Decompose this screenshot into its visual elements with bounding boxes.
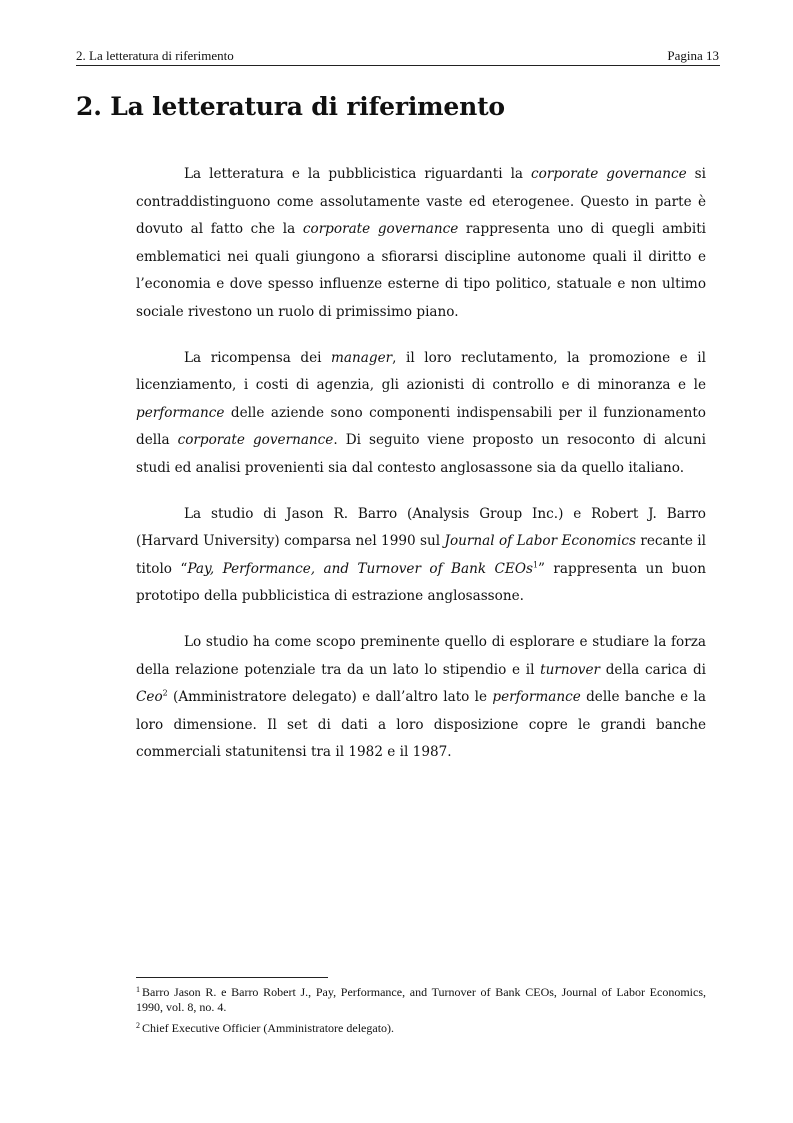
footnote-text: Chief Executive Officier (Amministratore delegato).: [142, 1021, 395, 1035]
running-header: [76, 47, 720, 66]
paragraph-4: Lo studio ha come scopo preminente quello di esplorare e studiare la forza della relazione potenziale tra da un lato lo stipendio e il turnover della carica di Ceo$^2$ (Amministratore delegato) e dall’altro lato le performance delle banche e la loro dimensione. Il set di dati a loro disposizione copre le grandi banche commerciali statunitensi tra il 1982 e il 1987.: [136, 633, 706, 761]
footnote-number: 2: [136, 1021, 140, 1030]
footnote-text: Barro Jason R. e Barro Robert J., Pay, Performance, and Turnover of Bank CEOs, Journal of Labor Economics, 1990, vol. 8, no. 4.: [136, 985, 706, 1014]
body-text: [136, 161, 706, 785]
footnote-divider: [136, 977, 328, 978]
header-section-title: 2. La letteratura di riferimento: [76, 48, 234, 63]
footnote-1: [136, 985, 706, 1015]
paragraph-2: La ricompensa dei manager, il loro reclutamento, la promozione e il licenziamento, i costi di agenzia, gli azionisti di controllo e di minoranza e le performance delle aziende sono componenti indispensabili per il funzionamento della corporate governance. Di seguito viene proposto un resoconto di alcuni studi ed analisi provenienti sia dal contesto anglosassone sia da quello italiano.: [136, 349, 706, 476]
paragraph-1: La letteratura e la pubblicistica riguardanti la corporate governance si contraddistinguono come assolutamente vaste ed eterogenee. Questo in parte è dovuto al fatto che la corporate governance rappresenta uno di quegli ambiti emblematici nei quali giungono a sfiorarsi discipline autonome quali il diritto e l’economia e dove spesso influenze esterne di tipo politico, statuale e non ultimo sociale rivestono un ruolo di primissimo piano.: [136, 166, 706, 320]
paragraph-3: La studio di Jason R. Barro (Analysis Group Inc.) e Robert J. Barro (Harvard University) comparsa nel 1990 sul Journal of Labor Economics recante il titolo “Pay, Performance, and Turnover of Bank CEOs$^1$” rappresenta un buon prototipo della pubblicistica di estrazione anglosassone.: [136, 505, 706, 605]
header-page-number: Pagina 13: [667, 48, 719, 63]
footnote-ref-1[interactable]: 1: [532, 560, 539, 570]
chapter-title: 2. La letteratura di riferimento: [76, 92, 505, 121]
footnote-2: [136, 1021, 706, 1036]
footnotes: [136, 985, 706, 1042]
footnote-number: 1: [136, 985, 140, 994]
footnote-ref-2[interactable]: 2: [162, 688, 168, 698]
